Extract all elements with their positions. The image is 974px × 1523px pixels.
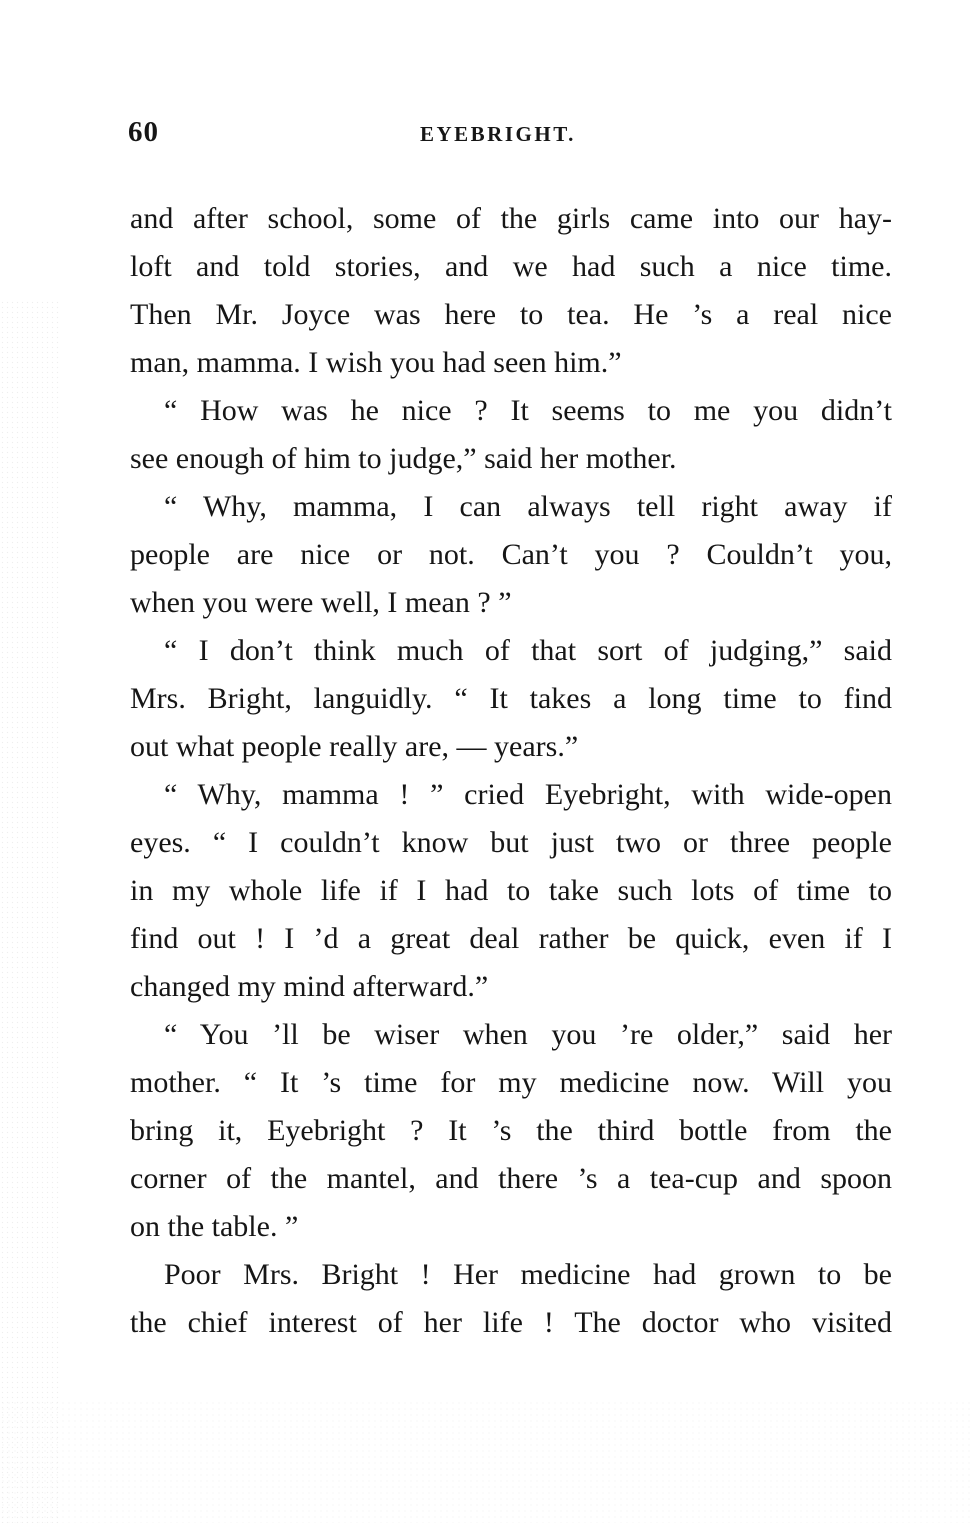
text-line: out what people really are, — years.”: [130, 730, 579, 763]
text-line: see enough of him to judge,” said her mother.: [130, 442, 677, 475]
text-line: Poor Mrs. Bright ! Her medicine had grown to be: [164, 1258, 892, 1291]
text-line: “ How was he nice ? It seems to me you didn’t: [164, 394, 892, 427]
paper-speckle-left: [0, 300, 60, 1523]
text-line: changed my mind afterward.”: [130, 970, 489, 1003]
text-line: bring it, Eyebright ? It ’s the third bottle from the: [130, 1114, 892, 1147]
text-line: “ Why, mamma ! ” cried Eyebright, with wide-open: [164, 778, 892, 811]
text-line: man, mamma. I wish you had seen him.”: [130, 346, 622, 379]
text-line: when you were well, I mean ? ”: [130, 586, 512, 619]
text-line: Mrs. Bright, languidly. “ It takes a long time to find: [130, 682, 892, 715]
text-line: in my whole life if I had to take such lots of time to: [130, 874, 892, 907]
text-line: mother. “ It ’s time for my medicine now. Will you: [130, 1066, 892, 1099]
text-line: people are nice or not. Can’t you ? Couldn’t you,: [130, 538, 892, 571]
text-line: find out ! I ’d a great deal rather be quick, even if I: [130, 922, 892, 955]
body-text: [130, 195, 892, 1347]
text-line: “ Why, mamma, I can always tell right away if: [164, 490, 892, 523]
text-line: loft and told stories, and we had such a nice time.: [130, 250, 892, 283]
text-line: on the table. ”: [130, 1210, 299, 1243]
running-head: EYEBRIGHT.: [420, 122, 576, 146]
text-line: the chief interest of her life ! The doctor who visited: [130, 1306, 892, 1339]
text-line: “ I don’t think much of that sort of judging,” said: [164, 634, 892, 667]
paper-speckle-bottom: [0, 1400, 974, 1523]
page-number: 60: [128, 116, 159, 148]
text-line: and after school, some of the girls came into our hay-: [130, 202, 892, 235]
text-line: corner of the mantel, and there ’s a tea-cup and spoon: [130, 1162, 892, 1195]
text-line: Then Mr. Joyce was here to tea. He ’s a real nice: [130, 298, 892, 331]
text-line: eyes. “ I couldn’t know but just two or three people: [130, 826, 892, 859]
text-line: “ You ’ll be wiser when you ’re older,” said her: [164, 1018, 892, 1051]
page-header: [128, 116, 890, 156]
